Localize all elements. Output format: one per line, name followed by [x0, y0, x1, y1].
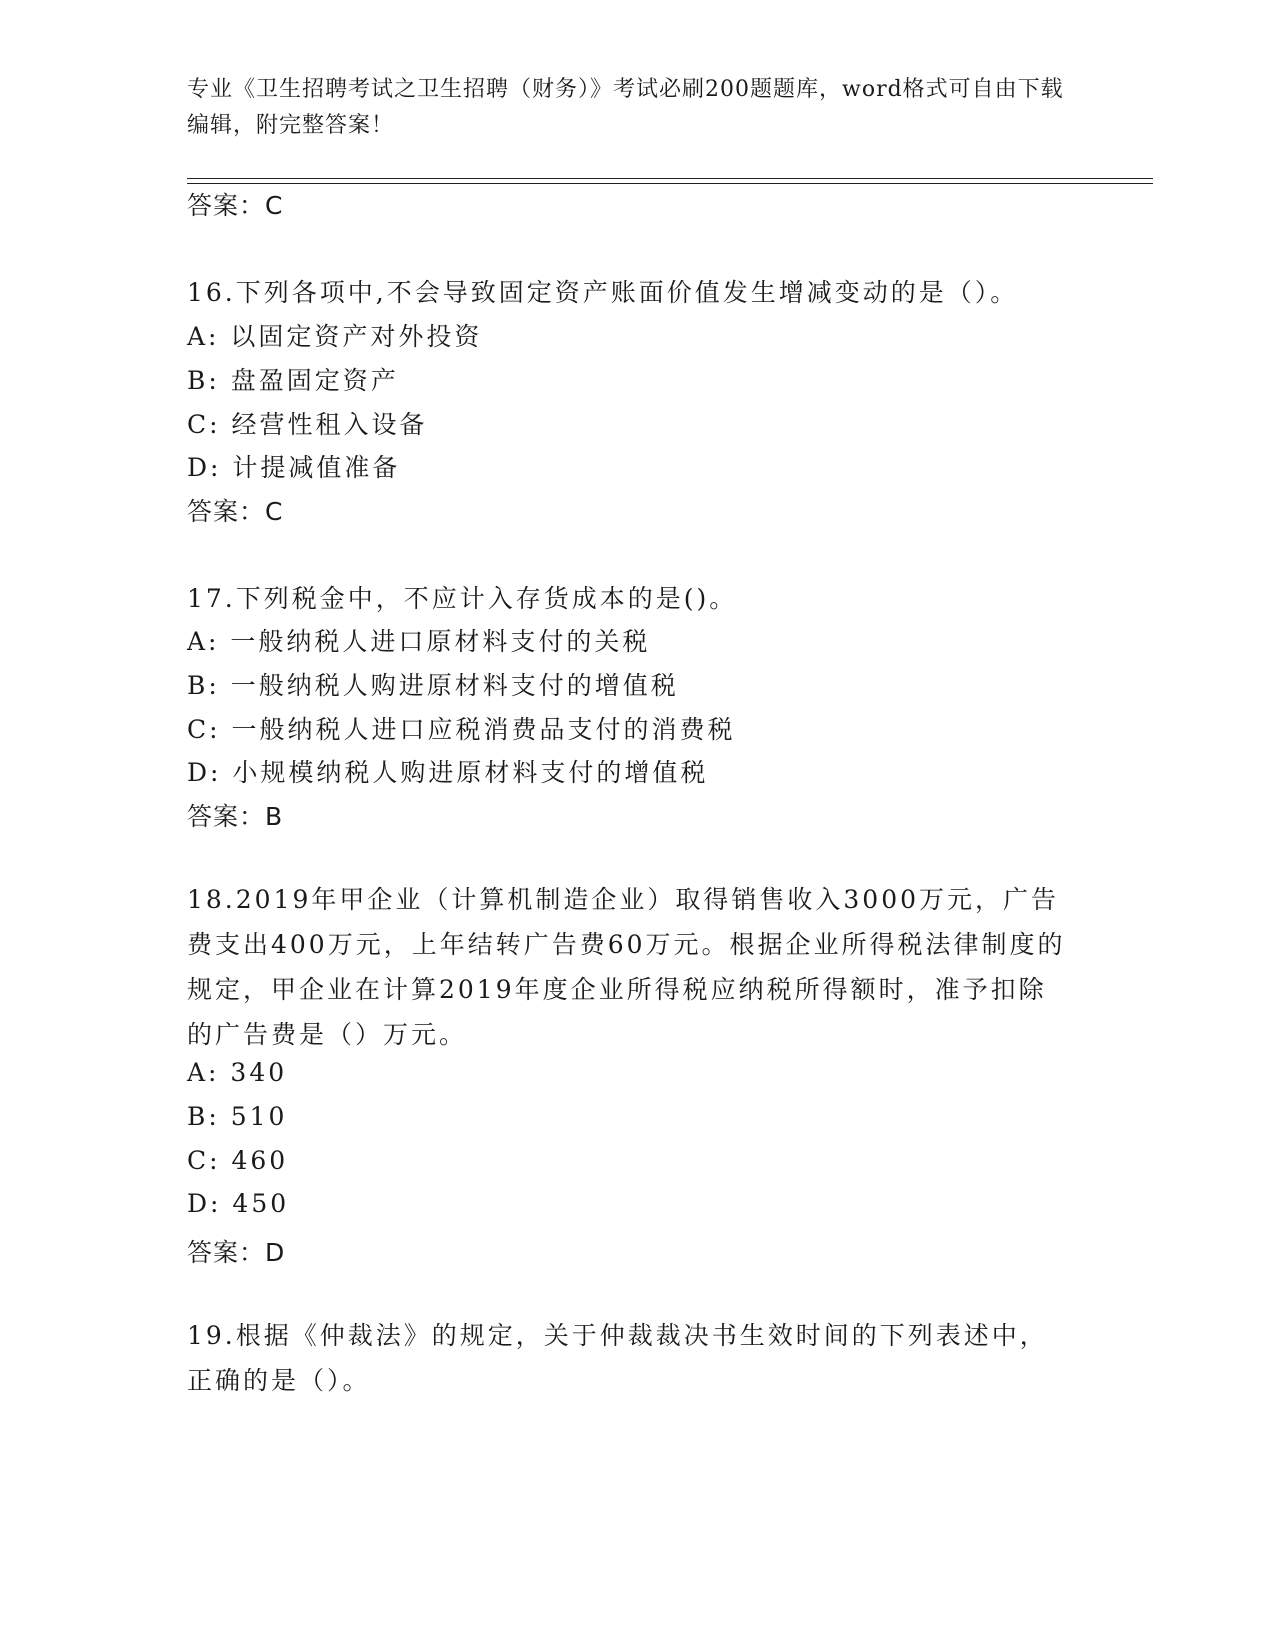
option-d: D: 计提减值准备: [187, 453, 401, 482]
answer-line: 答案：C: [187, 497, 284, 526]
option-d: D: 小规模纳税人购进原材料支付的增值税: [187, 758, 709, 787]
option-d: D: 450: [187, 1189, 290, 1218]
question-stem: 16.下列各项中,不会导致固定资产账面价值发生增减变动的是（）。: [187, 278, 1019, 307]
header-rule-bottom: [187, 183, 1153, 184]
option-a: A: 以固定资产对外投资: [187, 322, 483, 351]
option-b: B: 510: [187, 1102, 288, 1131]
answer-line: 答案：B: [187, 802, 284, 831]
option-a: A: 一般纳税人进口原材料支付的关税: [187, 627, 651, 656]
option-c: C: 一般纳税人进口应税消费品支付的消费税: [187, 715, 736, 744]
document-header: 专业《卫生招聘考试之卫生招聘（财务）》考试必刷200题题库，word格式可自由下载编辑，附完整答案！: [187, 77, 1064, 138]
answer-line: 答案：C: [187, 191, 284, 220]
option-b: B: 一般纳税人购进原材料支付的增值税: [187, 671, 679, 700]
question-stem: 19.根据《仲裁法》的规定，关于仲裁裁决书生效时间的下列表述中，正确的是（）。: [187, 1321, 1048, 1395]
header-rule-top: [187, 178, 1153, 179]
option-b: B: 盘盈固定资产: [187, 366, 399, 395]
option-c: C: 经营性租入设备: [187, 410, 428, 439]
question-stem: 17.下列税金中，不应计入存货成本的是()。: [187, 584, 738, 613]
option-a: A: 340: [187, 1058, 288, 1087]
question-stem: 18.2019年甲企业（计算机制造企业）取得销售收入3000万元，广告费支出400万元，上年结转广告费60万元。根据企业所得税法律制度的规定，甲企业在计算2019年度企业所得税应纳税所得额时，准予扣除的广告费是（）万元。: [187, 885, 1066, 1049]
option-c: C: 460: [187, 1146, 289, 1175]
answer-line: 答案：D: [187, 1238, 286, 1267]
